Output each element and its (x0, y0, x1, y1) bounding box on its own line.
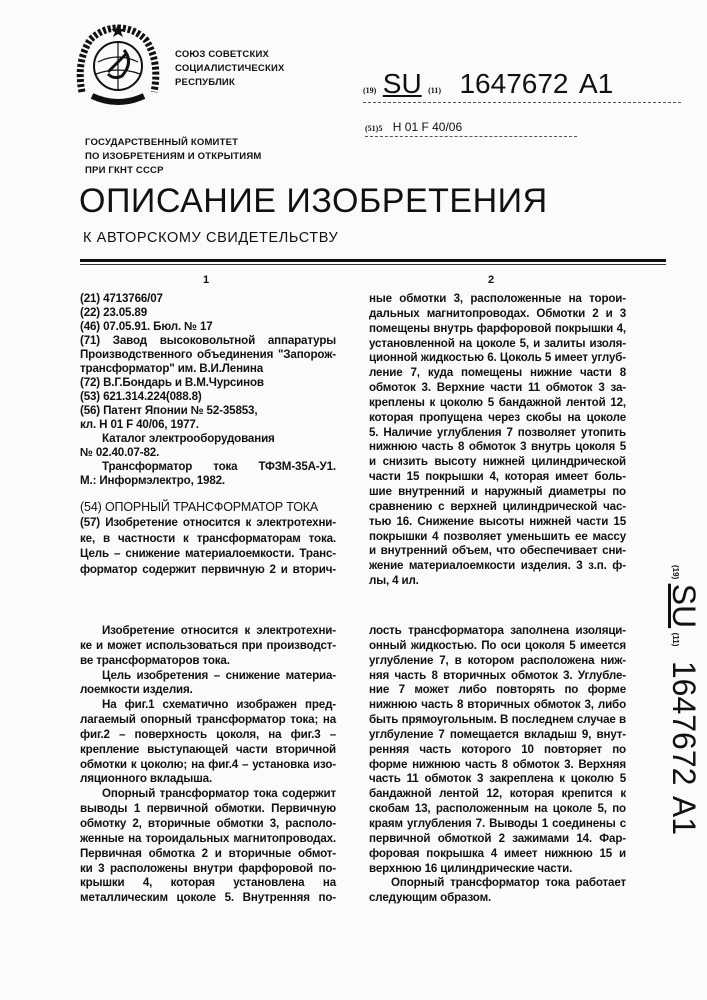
biblio-line: (53) 621.314.224(088.8) (80, 390, 336, 404)
abstract-right-line: покрышки 4 позволяет уменьшить ее массу (369, 530, 626, 545)
document-subtitle: К АВТОРСКОМУ СВИДЕТЕЛЬСТВУ (83, 230, 338, 246)
biblio-line: Каталог электрооборудования (80, 432, 336, 446)
abstract-right-line: лы, 4 ил. (369, 574, 626, 589)
body-left-line: лоемкости изделия. (80, 683, 336, 698)
body-left-line: металлическим цоколе 5. Внутренняя по- (80, 891, 336, 906)
inid-11: (11) (428, 86, 441, 95)
abstract-right-line: сравнению с верхней цилиндрической час- (369, 500, 626, 515)
body-right-line: первичной обмоткой 2 зажимами 14. Фар- (369, 832, 626, 847)
body-left-line: ки 3 расположены внутри фарфоровой по- (80, 862, 336, 877)
state-name (175, 48, 285, 90)
side-inid-19: (19) (671, 565, 680, 579)
patent-number-block (363, 68, 681, 103)
ussr-emblem-icon (72, 22, 164, 114)
body-right-line: форме нижнюю часть 8 обмоток 3. Верхняя (369, 758, 626, 773)
abstract-right-line: нижнюю часть 8 обмоток 3 внутрь цоколя 5 (369, 440, 626, 455)
ipc-block (365, 118, 577, 137)
side-inid-11: (11) (671, 633, 680, 647)
country-code: SU (383, 68, 422, 99)
inid-51: (51)5 (365, 124, 382, 133)
abstract-line: форматор содержит первичную 2 и вторич- (80, 563, 336, 579)
body-right-line: онный жидкостью. По оси цоколя 5 имеется (369, 639, 626, 654)
biblio-line: (71) Завод высоковольтной аппаратуры (80, 334, 336, 348)
body-right-line: Опорный трансформатор тока работает (369, 876, 626, 891)
column-number: 2 (488, 274, 494, 286)
body-right-line: бандажной лентой 12, которая крепится к (369, 787, 626, 802)
committee-line: ПО ИЗОБРЕТЕНИЯМ И ОТКРЫТИЯМ (85, 150, 261, 164)
abstract-right-line: помещены внутрь фарфоровой покрышки 4, (369, 322, 626, 337)
abstract-right-line: части 15 покрышки 4, которая имеет боль- (369, 470, 626, 485)
abstract-right-line: 5. Наличие углубления 7 позволяет утопить (369, 426, 626, 441)
body-left-line: крышки 4, которая установлена на (80, 876, 336, 891)
abstract-right-line: шие внутренний и наружный диаметры по (369, 485, 626, 500)
body-left-line: Цель изобретения – снижение материа- (80, 669, 336, 684)
biblio-line: трансформатор" им. В.И.Ленина (80, 362, 336, 376)
abstract-line: (57) Изобретение относится к электротехни- (80, 516, 336, 532)
patent-kind: A1 (579, 68, 613, 99)
biblio-line: Производственного объединения "Запорож- (80, 348, 336, 362)
abstract-right-line: и внутренний объем, что обеспечивает сни- (369, 544, 626, 559)
body-right-line: часть 11 обмоток 3 закреплена к цоколю 5 (369, 772, 626, 787)
body-right-line: углубление 7, в котором расположена ниж- (369, 654, 626, 669)
header-rule-thin (80, 264, 666, 265)
body-left-line: ве трансформаторов тока. (80, 654, 336, 669)
body-right-line: следующим образом. (369, 891, 626, 906)
body-left-line: ляционного вкладыша. (80, 772, 336, 787)
ipc-class: H 01 F 40/06 (393, 120, 462, 134)
body-left-line: женные на тороидальных магнитопроводах. (80, 832, 336, 847)
biblio-line: кл. H 01 F 40/06, 1977. (80, 418, 336, 432)
state-name-line: РЕСПУБЛИК (175, 76, 285, 90)
abstract-right-line: жение материалоемкости изделия. 3 з.п. ф- (369, 559, 626, 574)
abstract-right-line: обмоток 3. Верхние части 11 обмоток 3 за- (369, 381, 626, 396)
body-right-line: нижнюю часть 8 вторичных обмоток 3, либо (369, 698, 626, 713)
committee-line: ПРИ ГКНТ СССР (85, 164, 261, 178)
body-left-line: обмотку 2, вторичные обмотки 3, располо- (80, 817, 336, 832)
abstract-right-line: которая пропущена через скобы на цоколе (369, 411, 626, 426)
body-left-line: фиг.2 – поверхность цоколя, на фиг.3 – (80, 728, 336, 743)
abstract-right-line: и снизить высоту нижней цилиндрической (369, 455, 626, 470)
body-right-line: лость трансформатора заполнена изоляци- (369, 624, 626, 639)
body-left-line: выводы 1 первичной обмотки. Первичную (80, 802, 336, 817)
body-right-line: быть прямоугольным. В последнем случае в (369, 713, 626, 728)
body-left-line: обмотки к цоколю; на фиг.4 – установка изо- (80, 758, 336, 773)
body-left-line: крепление выступающей части вторичной (80, 743, 336, 758)
body-right-line: верхнюю 16 цилиндрические части. (369, 862, 626, 877)
state-name-line: СОЦИАЛИСТИЧЕСКИХ (175, 62, 285, 76)
abstract-right-line: ционной жидкостью 6. Цоколь 5 имеет углуб- (369, 351, 626, 366)
side-patent-number: 1647672 (666, 661, 702, 786)
column-number: 1 (203, 274, 209, 286)
body-right-line: ренняя часть которого 10 повторяет по (369, 743, 626, 758)
document-title: ОПИСАНИЕ ИЗОБРЕТЕНИЯ (79, 182, 548, 221)
abstract-continuation (369, 292, 626, 589)
body-left-line: ке и может использоваться при производст- (80, 639, 336, 654)
biblio-line: № 02.40.07-82. (80, 446, 336, 460)
abstract-right-line: установленной на цоколе 5, и залиты изоля- (369, 337, 626, 352)
patent-number: 1647672 (459, 68, 568, 99)
body-right-line: ние 7 может либо повторять по форме (369, 683, 626, 698)
biblio-line: Трансформатор тока ТФЗМ-35А-У1. (80, 460, 336, 474)
abstract-line: Цель – снижение материалоемкости. Транс- (80, 547, 336, 563)
body-left-line: На фиг.1 схематично изображен пред- (80, 698, 336, 713)
description-column-2 (369, 624, 626, 906)
body-right-line: няя часть 8 вторичных обмоток 3. Углубле- (369, 669, 626, 684)
body-left-line: Опорный трансформатор тока содержит (80, 787, 336, 802)
abstract-right-line: креплены к цоколю 5 бандажной лентой 12, (369, 396, 626, 411)
abstract-right-line: ление 7, куда помещены нижние части 8 (369, 366, 626, 381)
side-patent-kind: A1 (666, 796, 702, 835)
biblio-line: М.: Информэлектро, 1982. (80, 474, 336, 488)
side-patent-stamp (665, 565, 702, 835)
invention-title: (54) ОПОРНЫЙ ТРАНСФОРМАТОР ТОКА (80, 500, 336, 514)
abstract-right-line: ные обмотки 3, расположенные на торои- (369, 292, 626, 307)
side-country-code: SU (666, 584, 702, 628)
abstract-right-line: тью 16. Снижение высоты нижней части 15 (369, 515, 626, 530)
biblio-line: (56) Патент Японии № 52-35853, (80, 404, 336, 418)
description-column-1 (80, 624, 336, 906)
bibliographic-data (80, 292, 336, 578)
body-right-line: скобам 13, расположенным на цоколе 5, по (369, 802, 626, 817)
abstract-right-line: дальных магнитопроводах. Обмотки 2 и 3 (369, 307, 626, 322)
committee-line: ГОСУДАРСТВЕННЫЙ КОМИТЕТ (85, 136, 261, 150)
biblio-line: (72) В.Г.Бондарь и В.М.Чурсинов (80, 376, 336, 390)
abstract-line: ке, в частности к трансформаторам тока. (80, 532, 336, 548)
state-name-line: СОЮЗ СОВЕТСКИХ (175, 48, 285, 62)
body-right-line: форовая покрышка 4 имеет нижнюю 15 и (369, 847, 626, 862)
inid-19: (19) (363, 86, 376, 95)
header-rule (80, 259, 666, 262)
committee (85, 136, 261, 178)
biblio-line: (22) 23.05.89 (80, 306, 336, 320)
body-right-line: углбуление 7 помещается вкладыш 9, внут- (369, 728, 626, 743)
biblio-line: (21) 4713766/07 (80, 292, 336, 306)
body-left-line: лагаемый опорный трансформатор тока; на (80, 713, 336, 728)
body-left-line: Первичная обмотка 2 и вторичные обмот- (80, 847, 336, 862)
body-left-line: Изобретение относится к электротехни- (80, 624, 336, 639)
biblio-line: (46) 07.05.91. Бюл. № 17 (80, 320, 336, 334)
body-right-line: краям углубления 7. Выводы 1 соединены с (369, 817, 626, 832)
